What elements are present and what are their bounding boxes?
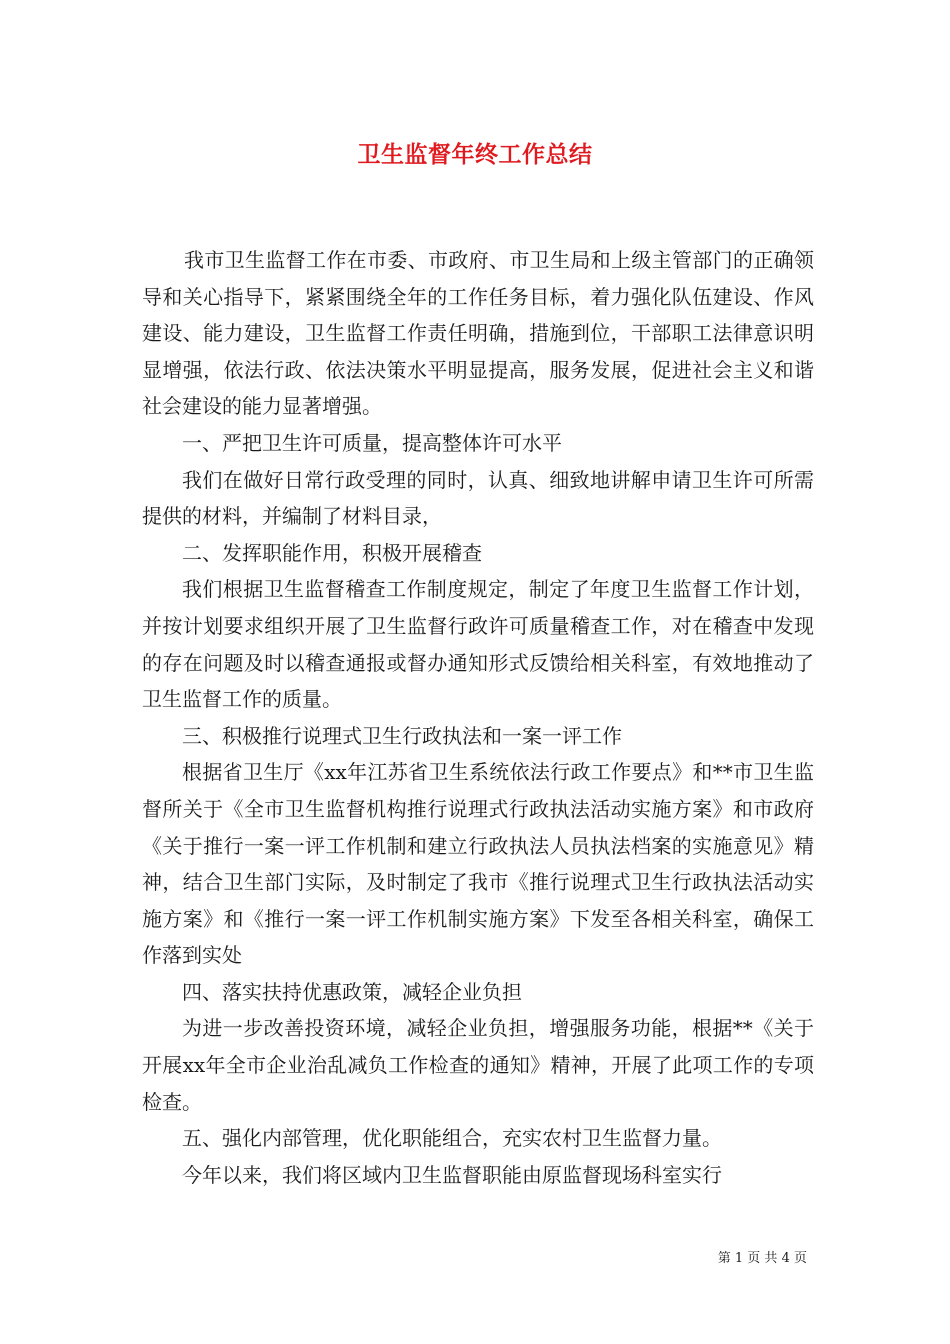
paragraph-section-1: 我们在做好日常行政受理的同时，认真、细致地讲解申请卫生许可所需提供的材料，并编制了材料目录，	[142, 467, 814, 529]
section-heading-1: 一、严把卫生许可质量，提高整体许可水平	[182, 430, 562, 455]
paragraph-section-5: 今年以来，我们将区域内卫生监督职能由原监督现场科室实行	[182, 1162, 722, 1187]
page-label-prefix: 第	[717, 1251, 731, 1266]
section-heading-5: 五、强化内部管理，优化职能组合，充实农村卫生监督力量。	[182, 1126, 722, 1151]
page-label-middle: 页 共	[747, 1251, 778, 1266]
page-number-footer	[718, 1247, 807, 1266]
paragraph-intro: 我市卫生监督工作在市委、市政府、市卫生局和上级主管部门的正确领导和关心指导下，紧紧围绕全年的工作任务目标，着力强化队伍建设、作风建设、能力建设，卫生监督工作责任明确，措施到位，干部职工法律意识明显增强，依法行政、依法决策水平明显提高，服务发展，促进社会主义和谐社会建设的能力显著增强。	[142, 248, 814, 419]
document-title: 卫生监督年终工作总结	[357, 141, 593, 168]
page-label-suffix: 页	[793, 1251, 807, 1266]
section-heading-3: 三、积极推行说理式卫生行政执法和一案一评工作	[182, 723, 622, 748]
total-pages-number: 4	[781, 1251, 790, 1266]
document-body	[142, 242, 814, 1193]
current-page-number: 1	[734, 1251, 744, 1266]
section-heading-2: 二、发挥职能作用，积极开展稽查	[182, 540, 482, 565]
paragraph-section-2: 我们根据卫生监督稽查工作制度规定，制定了年度卫生监督工作计划，并按计划要求组织开展了卫生监督行政许可质量稽查工作，对在稽查中发现的存在问题及时以稽查通报或督办通知形式反馈给相关科室，有效地推动了卫生监督工作的质量。	[142, 577, 814, 712]
paragraph-section-3: 根据省卫生厅《xx年江苏省卫生系统依法行政工作要点》和**市卫生监督所关于《全市卫生监督机构推行说理式行政执法活动实施方案》和市政府《关于推行一案一评工作机制和建立行政执法人员执法档案的实施意见》精神，结合卫生部门实际，及时制定了我市《推行说理式卫生行政执法活动实施方案》和《推行一案一评工作机制实施方案》下发至各相关科室，确保工作落到实处	[142, 760, 814, 968]
section-heading-4: 四、落实扶持优惠政策，减轻企业负担	[182, 979, 522, 1004]
paragraph-section-4: 为进一步改善投资环境，减轻企业负担，增强服务功能，根据**《关于开展xx年全市企业治乱减负工作检查的通知》精神，开展了此项工作的专项检查。	[142, 1016, 814, 1114]
